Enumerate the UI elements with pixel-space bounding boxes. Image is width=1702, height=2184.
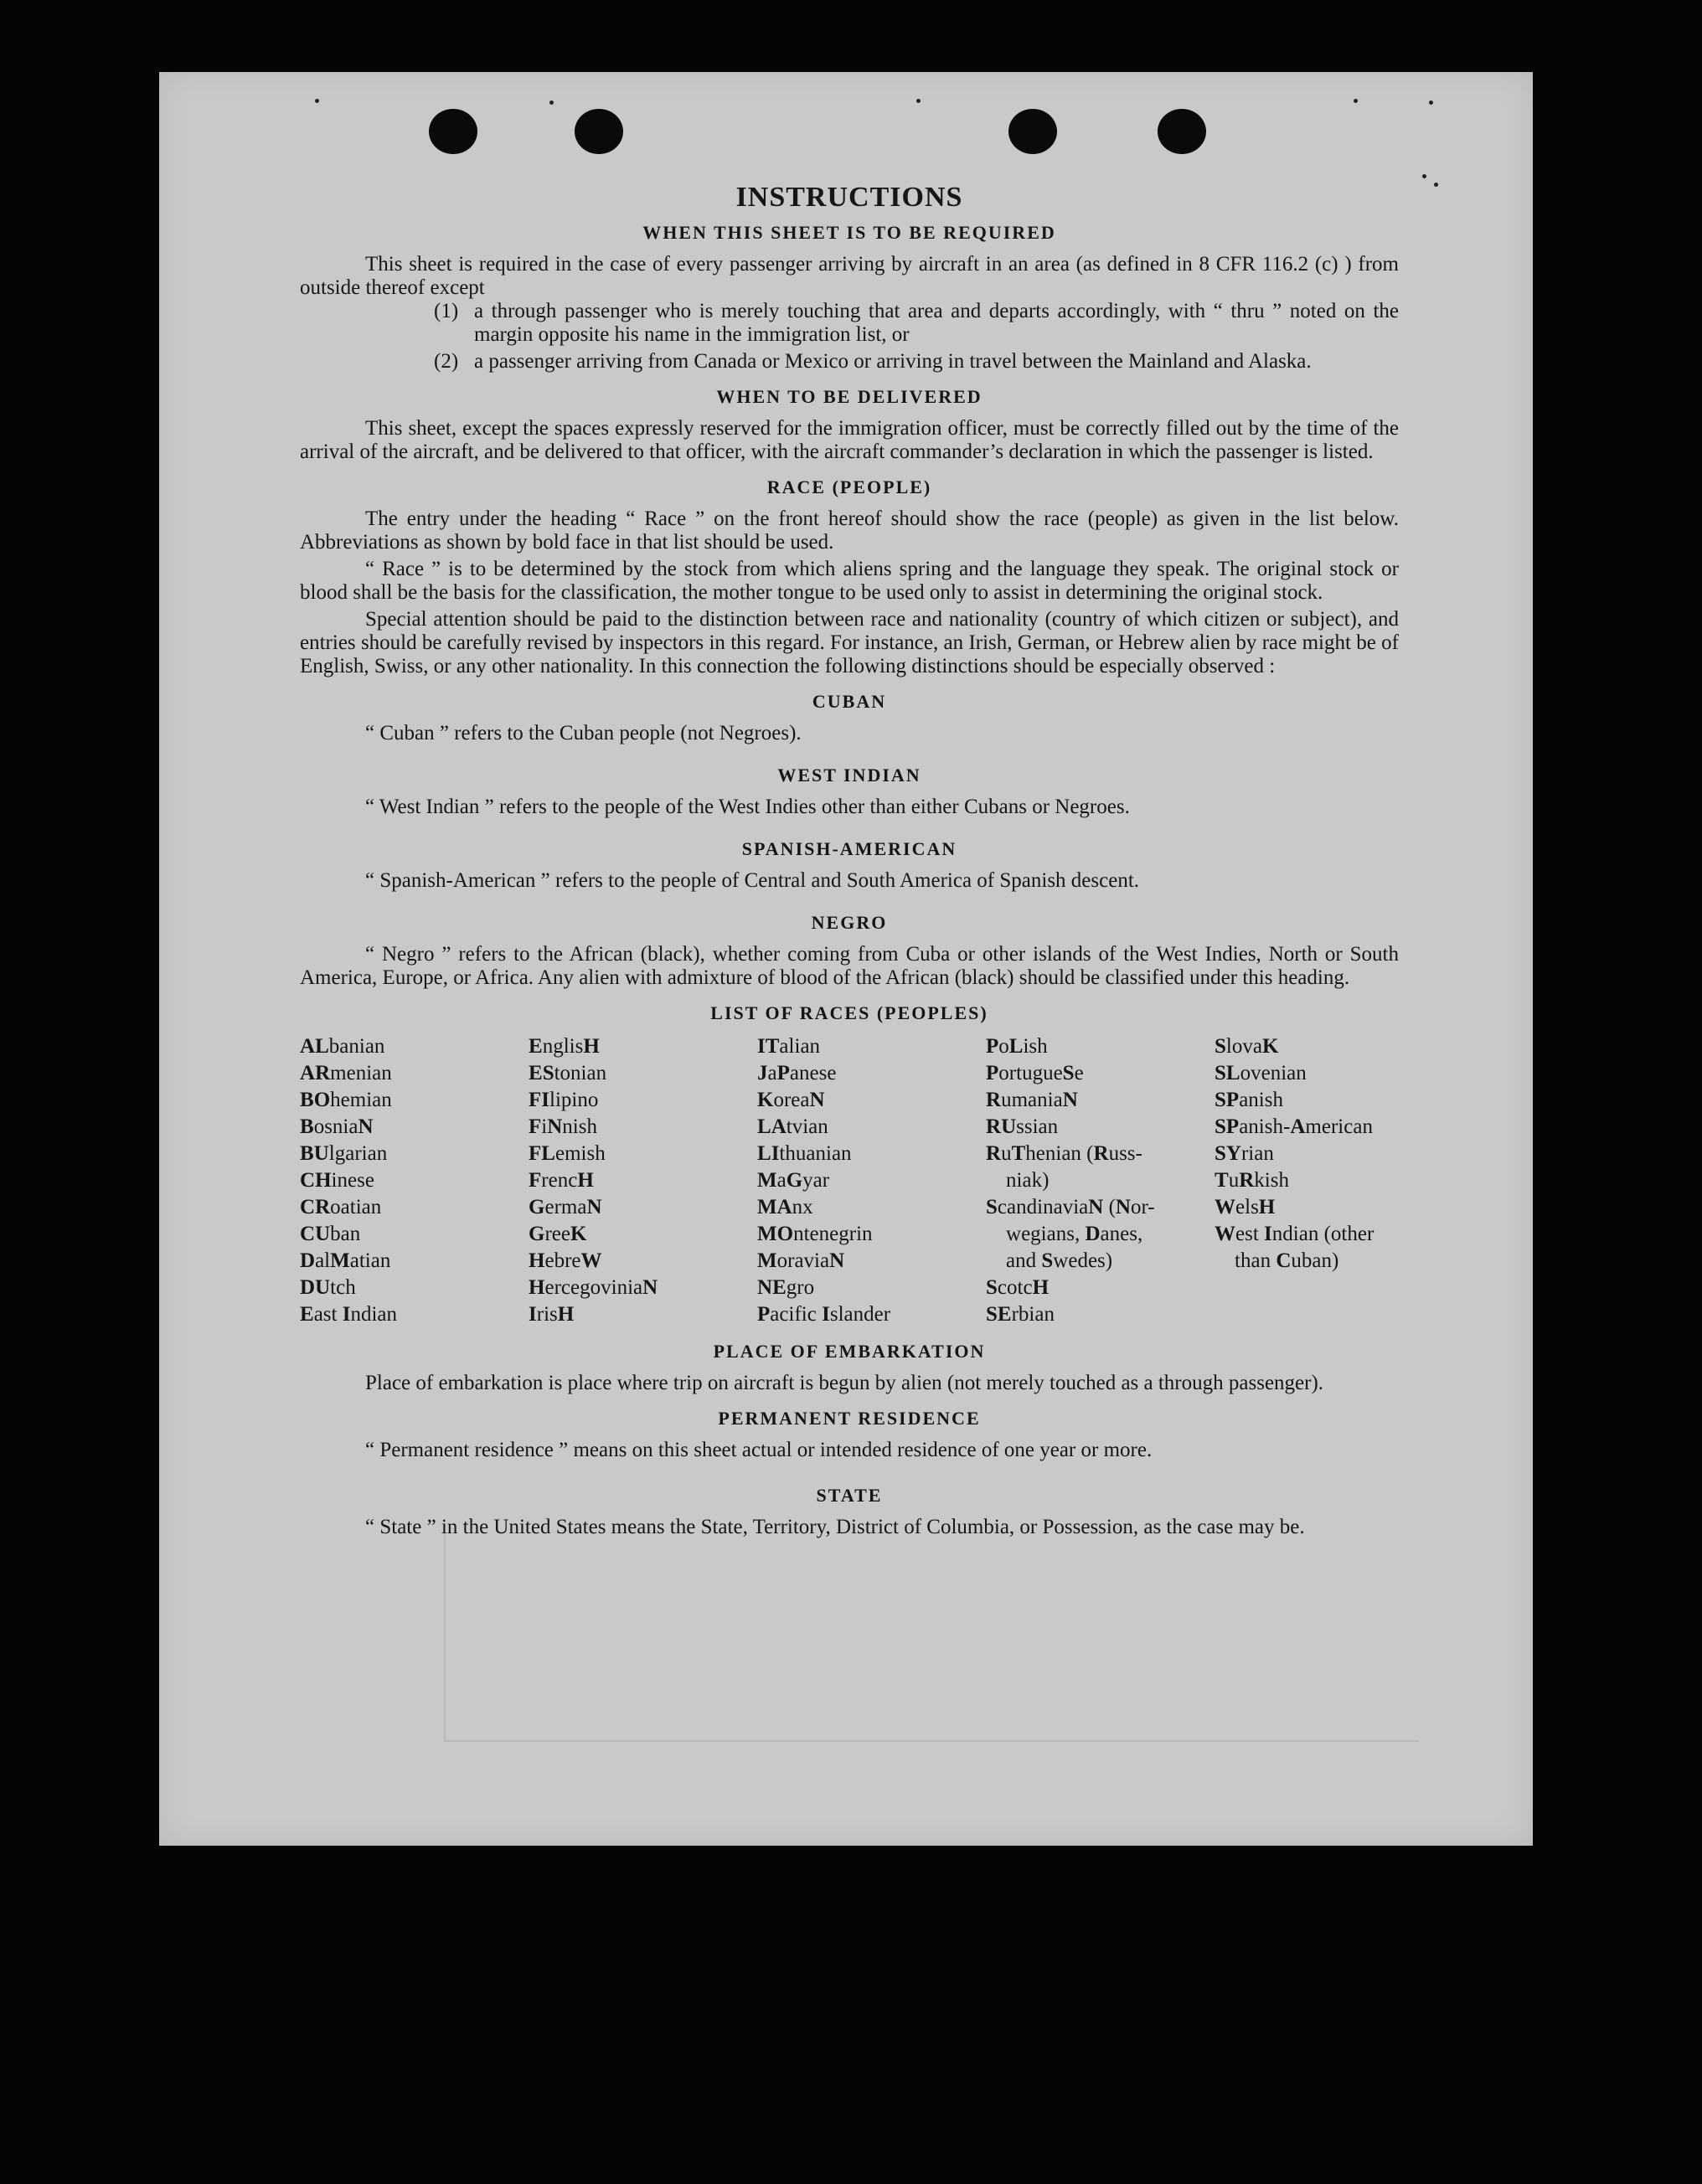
race-entry: BOhemian: [300, 1089, 392, 1111]
race-entry: ARmenian: [300, 1062, 392, 1084]
race-entry: GreeK: [529, 1223, 587, 1245]
race-entry: Pacific Islander: [757, 1303, 891, 1326]
race-entry: NEgro: [757, 1276, 815, 1299]
when-delivered-text: This sheet, except the spaces expressly reserved for the immigration officer, must be correctly filled out by the time of the arrival of the aircraft, and be delivered to that officer, with the aircraft commander’s declaration in which the passenger is listed.: [300, 417, 1399, 463]
race-entry: CHinese: [300, 1169, 374, 1192]
race-paragraph-2: “ Race ” is to be determined by the stock from which aliens spring and the language they speak. The original stock or blood shall be the basis for the classification, the mother tongue to be used only to assist in determining the original stock.: [300, 558, 1399, 604]
races-column: [757, 1033, 986, 1328]
race-entry: EnglisH: [529, 1035, 600, 1058]
race-entry: PortugueSe: [986, 1062, 1084, 1084]
faint-form-lines: [444, 1521, 1419, 1742]
punch-hole: [1158, 109, 1206, 154]
race-entry: MAnx: [757, 1196, 813, 1218]
race-entry: EStonian: [529, 1062, 607, 1084]
race-entry: CRoatian: [300, 1196, 382, 1218]
punch-hole: [1008, 109, 1057, 154]
race-entry: FiNnish: [529, 1115, 597, 1138]
punch-hole: [575, 109, 623, 154]
race-entry: WelsH: [1215, 1196, 1276, 1218]
race-entry: MaGyar: [757, 1169, 830, 1192]
race-entry: East Indian: [300, 1303, 398, 1326]
race-entry: MoraviaN: [757, 1249, 845, 1272]
race-entry: SErbian: [986, 1303, 1055, 1326]
race-entry: JaPanese: [757, 1062, 837, 1084]
heading-state: STATE: [816, 1485, 883, 1506]
spanish-american-text: “ Spanish-American ” refers to the people of Central and South America of Spanish descent.: [365, 869, 1140, 892]
race-entry: wegians, Danes,: [1006, 1223, 1143, 1245]
race-entry: FIlipino: [529, 1089, 599, 1111]
heading-spanish-american: SPANISH-AMERICAN: [741, 838, 957, 859]
race-entry: SYrian: [1215, 1142, 1274, 1165]
race-entry: GermaN: [529, 1196, 602, 1218]
state-text: “ State ” in the United States means the State, Territory, District of Columbia, or Possession, as the case may be.: [365, 1516, 1305, 1538]
paper-speck: [549, 100, 554, 105]
heading-list-of-races: LIST OF RACES (PEOPLES): [710, 1002, 988, 1023]
paper-speck: [1434, 183, 1438, 187]
cuban-text: “ Cuban ” refers to the Cuban people (not Negroes).: [365, 722, 802, 744]
list-item-number: (2): [434, 350, 459, 373]
race-entry: RuThenian (Russ-: [986, 1142, 1142, 1165]
paper-speck: [1354, 99, 1358, 103]
races-table: [300, 1033, 1399, 1328]
heading-embarkation: PLACE OF EMBARKATION: [713, 1341, 986, 1362]
heading-race: RACE (PEOPLE): [766, 476, 932, 497]
race-entry: CUban: [300, 1223, 361, 1245]
race-entry: RUssian: [986, 1115, 1059, 1138]
races-column: [529, 1033, 757, 1328]
race-entry: PoLish: [986, 1035, 1048, 1058]
list-item-number: (1): [434, 300, 459, 322]
race-entry: SPanish-American: [1215, 1115, 1373, 1138]
race-entry: IrisH: [529, 1303, 575, 1326]
race-entry: SPanish: [1215, 1089, 1283, 1111]
race-entry: HercegoviniaN: [529, 1276, 658, 1299]
race-entry: ScandinaviaN (Nor-: [986, 1196, 1155, 1218]
race-entry: KoreaN: [757, 1089, 825, 1111]
race-entry: DalMatian: [300, 1249, 391, 1272]
document-sheet: [159, 72, 1533, 1846]
when-required-intro: This sheet is required in the case of every passenger arriving by aircraft in an area (as defined in 8 CFR 116.2 (c) ) from outside thereof except: [300, 253, 1399, 299]
race-entry: FLemish: [529, 1142, 606, 1165]
race-entry: DUtch: [300, 1276, 356, 1299]
west-indian-text: “ West Indian ” refers to the people of the West Indies other than either Cubans or Negroes.: [365, 796, 1130, 818]
race-entry: FrencH: [529, 1169, 594, 1192]
races-column: [1215, 1033, 1399, 1328]
race-entry: TuRkish: [1215, 1169, 1289, 1192]
races-column: [300, 1033, 529, 1328]
embarkation-text: Place of embarkation is place where trip on aircraft is begun by alien (not merely touched as a through passenger).: [365, 1372, 1324, 1394]
race-paragraph-3: Special attention should be paid to the distinction between race and nationality (country of which citizen or subject), and entries should be carefully revised by inspectors in this regard. For instance, an Irish, German, or Hebrew alien by race might be of English, Swiss, or any other nationality. In this connection the following distinctions should be especially observed :: [300, 608, 1399, 677]
race-entry: SLovenian: [1215, 1062, 1307, 1084]
list-item: [434, 300, 1399, 347]
heading-when-required: WHEN THIS SHEET IS TO BE REQUIRED: [642, 222, 1056, 243]
race-entry: and Swedes): [1006, 1249, 1113, 1272]
list-item-text: a passenger arriving from Canada or Mexico or arriving in travel between the Mainland and Alaska.: [474, 350, 1312, 373]
negro-text: “ Negro ” refers to the African (black), whether coming from Cuba or other islands of the West Indies, North or South America, Europe, or Africa. Any alien with admixture of blood of the African (black) should be classified under this heading.: [300, 943, 1399, 989]
race-entry: ITalian: [757, 1035, 821, 1058]
race-entry: ScotcH: [986, 1276, 1050, 1299]
punch-hole: [429, 109, 477, 154]
race-entry: LIthuanian: [757, 1142, 852, 1165]
races-column: [986, 1033, 1215, 1328]
list-item-text: a through passenger who is merely touching that area and departs accordingly, with “ thru ” noted on the margin opposite his name in the immigration list, or: [474, 300, 1399, 346]
heading-when-delivered: WHEN TO BE DELIVERED: [716, 386, 983, 407]
race-entry: SlovaK: [1215, 1035, 1279, 1058]
race-entry: RumaniaN: [986, 1089, 1078, 1111]
race-entry: ALbanian: [300, 1035, 385, 1058]
heading-negro: NEGRO: [811, 912, 888, 933]
race-entry: niak): [1006, 1169, 1050, 1192]
heading-west-indian: WEST INDIAN: [777, 765, 921, 786]
list-item: [434, 350, 1399, 373]
document-title: INSTRUCTIONS: [735, 182, 963, 213]
race-entry: than Cuban): [1235, 1249, 1339, 1272]
race-entry: HebreW: [529, 1249, 602, 1272]
heading-cuban: CUBAN: [812, 691, 887, 712]
race-entry: BosniaN: [300, 1115, 374, 1138]
paper-speck: [1429, 100, 1433, 105]
instructions-text: [300, 182, 1399, 1539]
race-entry: West Indian (other: [1215, 1223, 1374, 1245]
race-entry: LAtvian: [757, 1115, 828, 1138]
heading-residence: PERMANENT RESIDENCE: [718, 1408, 981, 1429]
residence-text: “ Permanent residence ” means on this sheet actual or intended residence of one year or more.: [365, 1439, 1153, 1461]
paper-speck: [916, 99, 921, 103]
paper-speck: [315, 99, 319, 103]
race-entry: MOntenegrin: [757, 1223, 873, 1245]
race-entry: BUlgarian: [300, 1142, 388, 1165]
paper-speck: [1422, 174, 1426, 178]
race-paragraph-1: The entry under the heading “ Race ” on the front hereof should show the race (people) as given in the list below. Abbreviations as shown by bold face in that list should be used.: [300, 507, 1399, 554]
